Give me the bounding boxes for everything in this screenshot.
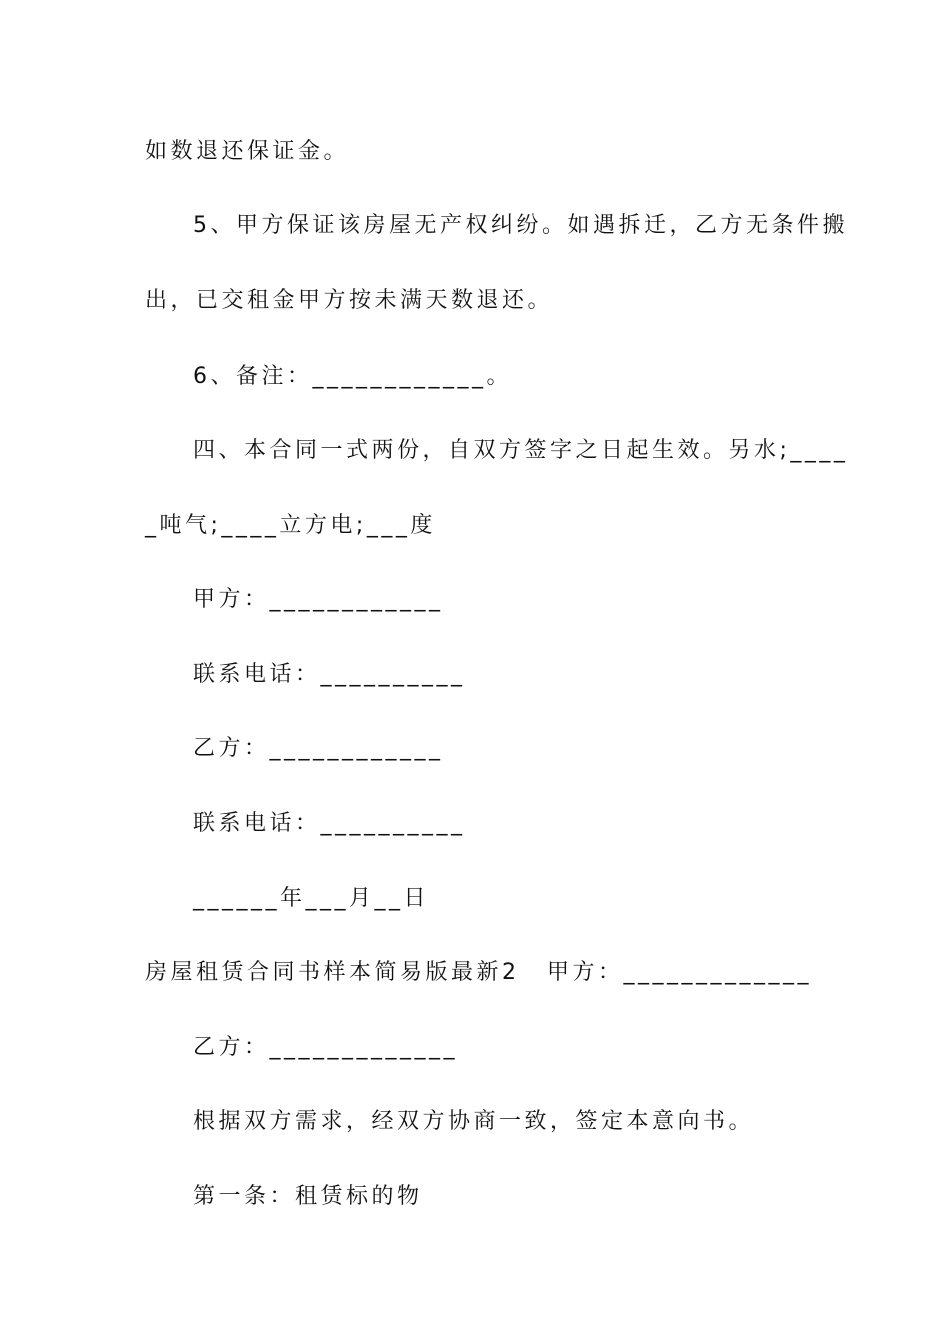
clause-heading: 第一条：租赁标的物 [193, 1184, 423, 1209]
paragraph-line: 6、备注：____________。 [193, 364, 512, 389]
phone-line-party-a: 联系电话：__________ [193, 662, 466, 687]
signature-line-party-a-2: 甲方：_____________ [547, 960, 813, 985]
paragraph-line: 5、甲方保证该房屋无产权纠纷。如遇拆迁，乙方无条件搬 [193, 213, 848, 238]
section-title: 房屋租赁合同书样本简易版最新2 [145, 960, 520, 985]
paragraph-line: 出，已交租金甲方按未满天数退还。 [145, 288, 554, 313]
signature-line-party-b: 乙方：____________ [193, 736, 444, 761]
signature-line-party-b-2: 乙方：_____________ [193, 1035, 459, 1060]
paragraph-line: 根据双方需求，经双方协商一致，签定本意向书。 [193, 1109, 755, 1134]
paragraph-line: 如数退还保证金。 [145, 139, 350, 164]
signature-line-party-a: 甲方：____________ [193, 587, 444, 612]
date-line: ______年___月__日 [193, 886, 430, 911]
phone-line-party-b: 联系电话：__________ [193, 811, 466, 836]
paragraph-line: _吨气;____立方电;___度 [145, 513, 436, 538]
paragraph-line: 四、本合同一式两份，自双方签字之日起生效。另水;____ [193, 438, 849, 463]
